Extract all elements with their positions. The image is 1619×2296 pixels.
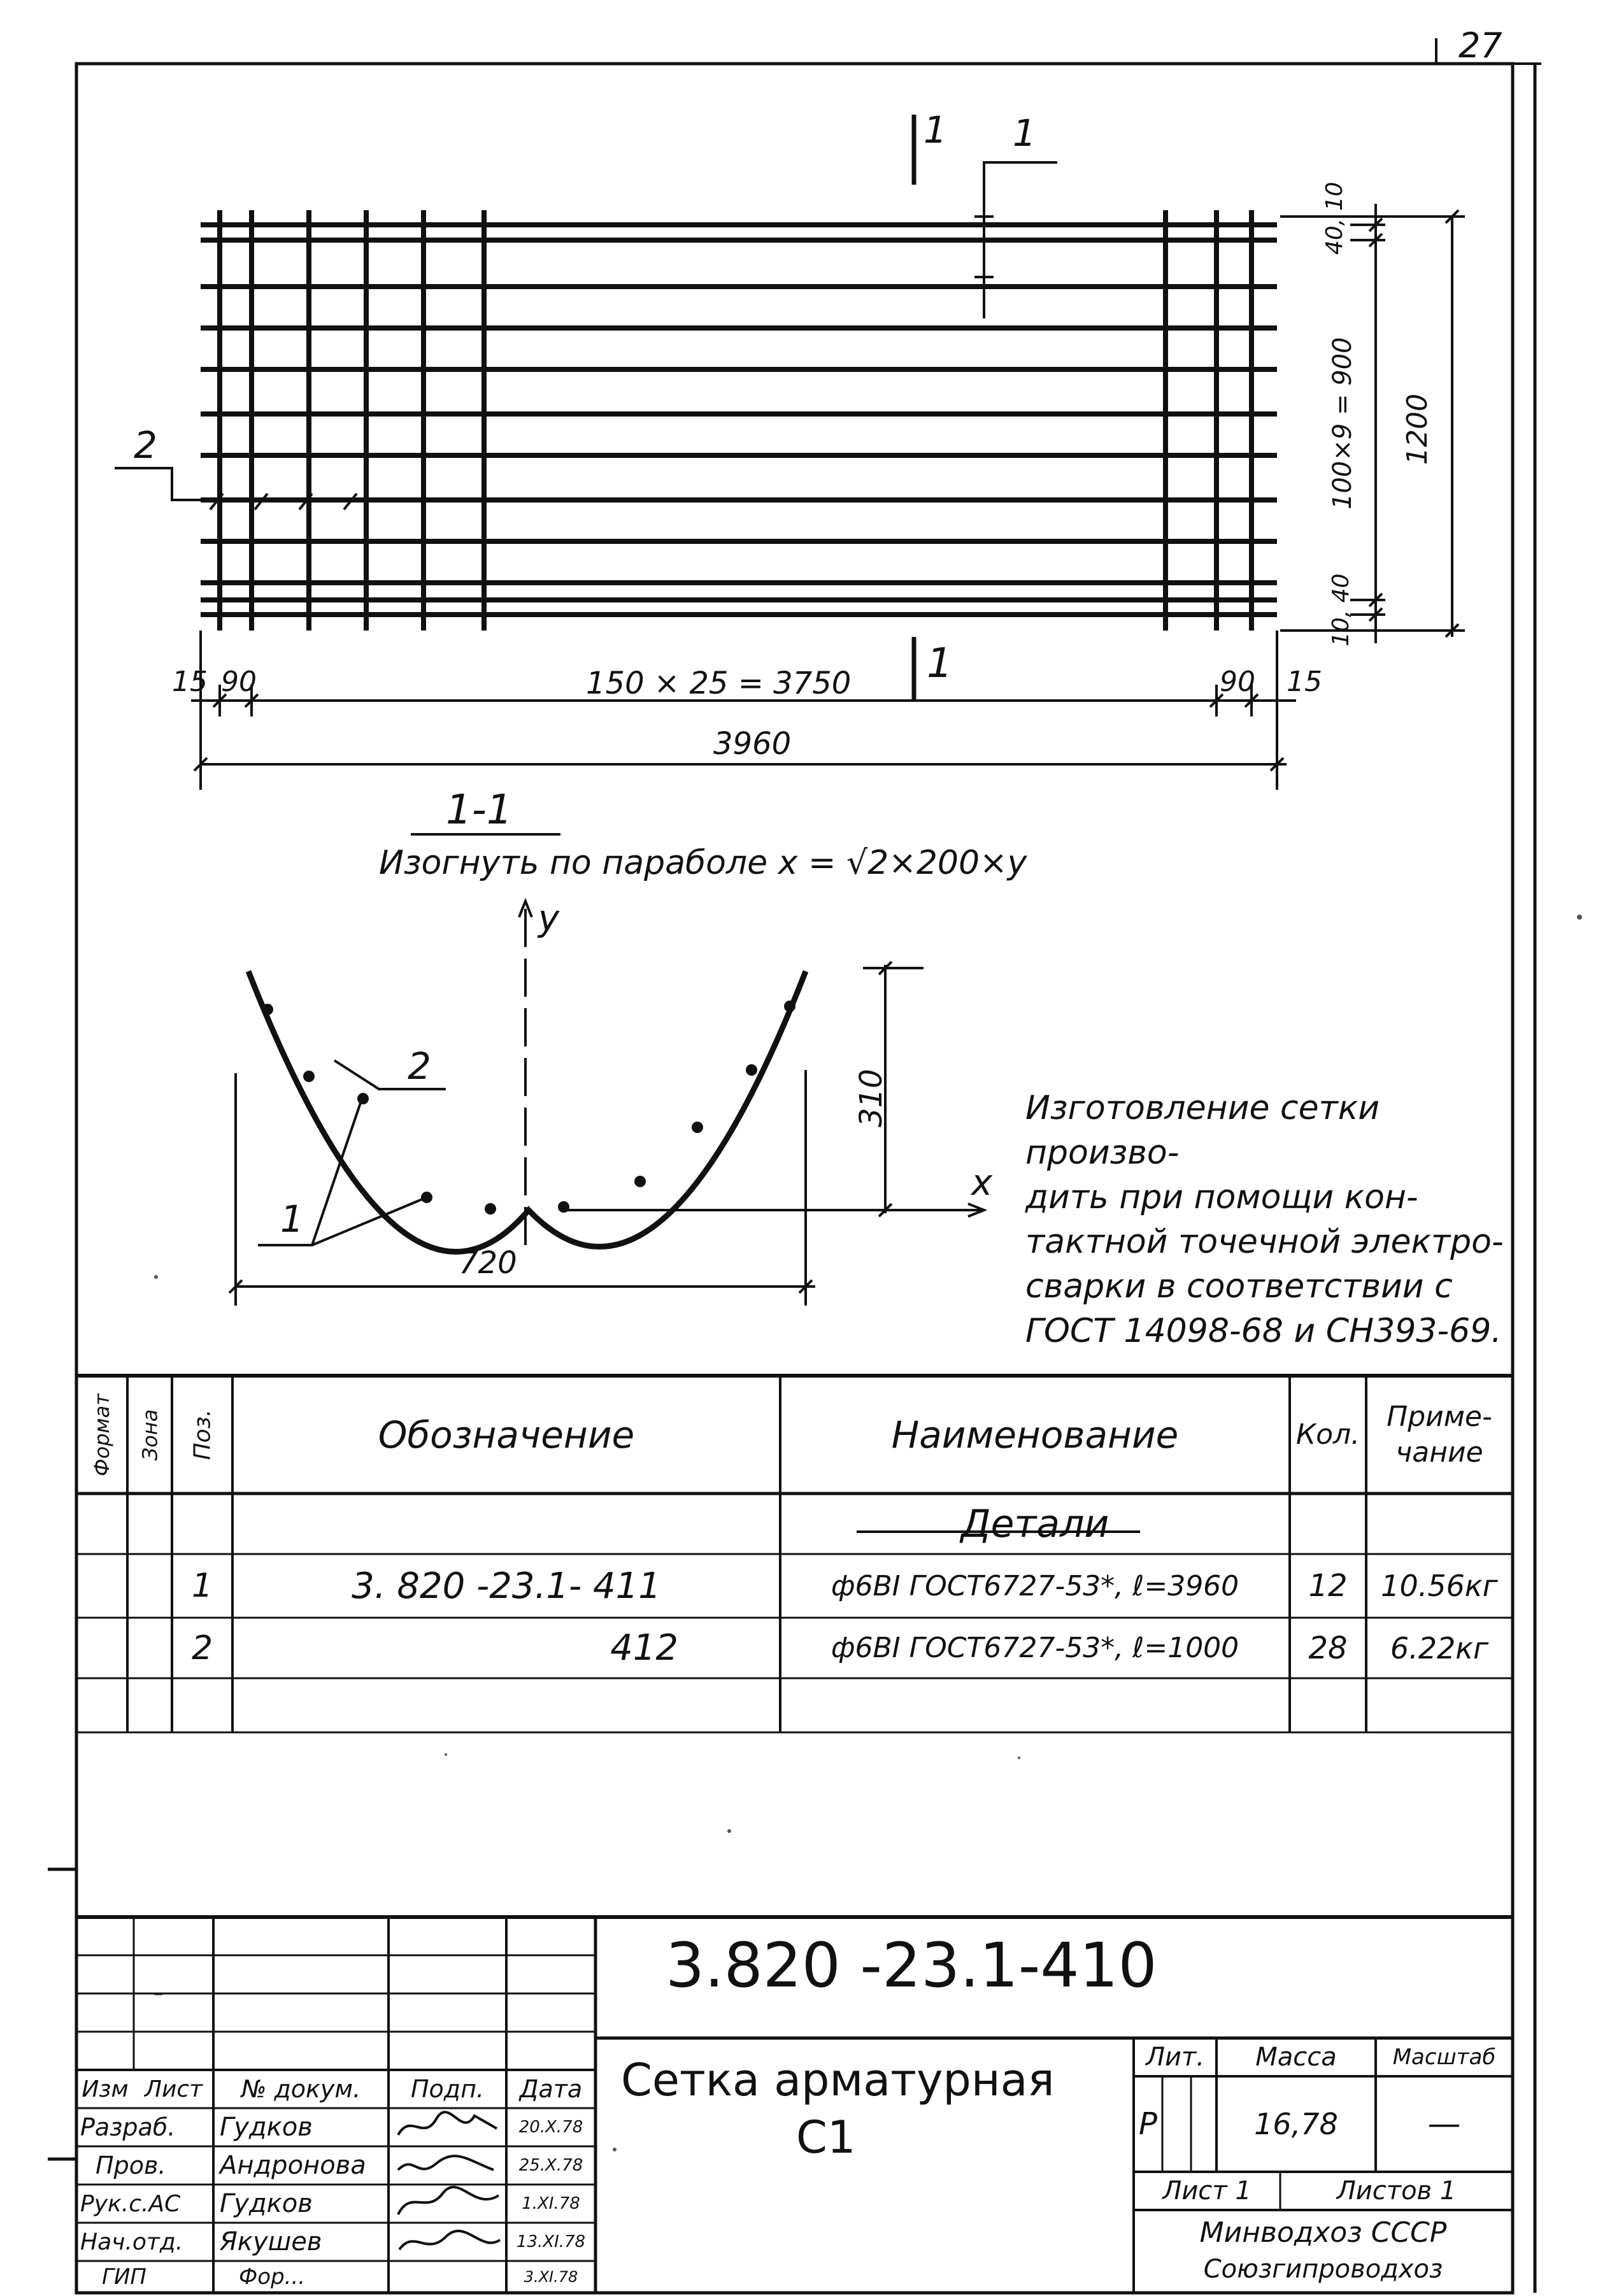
- dim-gap-right: 90: [1220, 666, 1255, 698]
- mass-value: 16,78: [1254, 2107, 1338, 2141]
- change-mark: -: [153, 1974, 164, 2010]
- hdr-name: Наименование: [891, 1413, 1179, 1457]
- col-izm: Изм: [82, 2076, 129, 2102]
- scale-label: Масштаб: [1392, 2044, 1496, 2070]
- date-razrab: 20.X.78: [518, 2118, 583, 2137]
- drawing-title-line1: Сетка арматурная: [621, 2054, 1055, 2106]
- dim-span: 150 × 25 = 3750: [586, 666, 852, 701]
- dim-section-height: 310: [853, 1069, 889, 1127]
- pos-label-2-plan: 2: [134, 424, 157, 467]
- note-line: сварки в соответствии с: [1025, 1267, 1453, 1306]
- hdr-note: Приме- чание: [1387, 1400, 1492, 1469]
- dim-v-mid: 100×9 = 900: [1328, 337, 1357, 510]
- note-line: Изготовление сетки произво-: [1025, 1089, 1380, 1172]
- row2-pos: 2: [191, 1629, 213, 1667]
- scale-value: —: [1427, 2105, 1461, 2143]
- pos-label-1-section: 1: [280, 1197, 304, 1241]
- sheet-number: Лист 1: [1162, 2176, 1252, 2206]
- hdr-format: Формат: [90, 1393, 115, 1476]
- dim-v-top: 40, 10: [1322, 182, 1348, 255]
- row1-name: ф6ВI ГОСТ6727-53*, ℓ=3960: [831, 1569, 1239, 1602]
- row2-note: 6.22кг: [1390, 1630, 1489, 1665]
- mesh-plan: [201, 210, 1277, 631]
- dim-edge-right: 15: [1287, 666, 1322, 698]
- name-ruk: Гудков: [220, 2189, 313, 2218]
- sheets-total: Листов 1: [1336, 2176, 1457, 2206]
- mesh-transverse-bars: [220, 210, 1252, 631]
- row2-designation: 412: [610, 1627, 678, 1669]
- dim-v-bottom: 10, 40: [1328, 573, 1354, 646]
- name-nach: Якушев: [220, 2227, 322, 2257]
- dim-gap-left: 90: [221, 666, 257, 698]
- role-ruk: Рук.с.АС: [80, 2190, 181, 2217]
- lit-value: Р: [1139, 2106, 1157, 2142]
- dim-overall: 3960: [713, 726, 792, 762]
- col-date: Дата: [519, 2075, 583, 2103]
- role-prov: Пров.: [96, 2151, 166, 2179]
- axis-x-label: x: [971, 1162, 993, 1204]
- cut-label-top: 1: [924, 108, 947, 152]
- col-sign: Подп.: [410, 2075, 485, 2103]
- spec-section-title: Детали: [960, 1501, 1109, 1546]
- organization-line1: Минводхоз СССР: [1199, 2216, 1447, 2249]
- date-ruk: 1.XI.78: [522, 2194, 580, 2213]
- role-gip: ГИП: [102, 2264, 146, 2290]
- row1-qty: 12: [1308, 1568, 1348, 1604]
- leader-pos-2-plan: [115, 468, 376, 500]
- col-list: Лист: [144, 2076, 203, 2102]
- name-prov: Андронова: [220, 2151, 366, 2180]
- pos-label-1-plan: 1: [1013, 111, 1036, 155]
- signature-razrab: [392, 2109, 503, 2145]
- dim-edge-left: 15: [172, 666, 208, 698]
- note-line: тактной точечной электро-: [1025, 1223, 1504, 1261]
- mass-label: Масса: [1255, 2043, 1337, 2072]
- row1-designation: 3. 820 -23.1- 411: [352, 1565, 661, 1607]
- page-number: 27: [1459, 25, 1502, 66]
- date-nach: 13.XI.78: [516, 2232, 586, 2251]
- axis-y-label: y: [538, 898, 560, 939]
- date-gip: 3.XI.78: [524, 2268, 578, 2286]
- signature-prov: [392, 2148, 503, 2183]
- mesh-longitudinal-bars: [201, 225, 1277, 615]
- note-line: ГОСТ 14098-68 и СН393-69.: [1025, 1312, 1502, 1350]
- cut-label-bottom: 1: [927, 640, 953, 687]
- organization-line2: Союзгипроводхоз: [1203, 2255, 1443, 2284]
- dim-v-total: 1200: [1401, 394, 1434, 465]
- row2-name: ф6ВI ГОСТ6727-53*, ℓ=1000: [831, 1632, 1239, 1664]
- lit-label: Лит.: [1145, 2043, 1205, 2072]
- dim-section-width: 720: [459, 1245, 517, 1281]
- row2-qty: 28: [1308, 1630, 1348, 1666]
- drawing-title-line2: С1: [796, 2111, 856, 2164]
- row1-note: 10.56кг: [1381, 1569, 1498, 1603]
- col-doc: № докум.: [241, 2075, 361, 2103]
- role-razrab: Разраб.: [80, 2113, 176, 2141]
- name-gip: Фор...: [239, 2264, 306, 2290]
- row1-pos: 1: [191, 1567, 213, 1605]
- hdr-zone: Зона: [138, 1409, 162, 1460]
- section-title: 1-1: [446, 787, 513, 834]
- date-prov: 25.X.78: [518, 2156, 583, 2175]
- note-line: дить при помощи кон-: [1025, 1178, 1418, 1216]
- pos-label-2-section: 2: [408, 1045, 431, 1088]
- signature-ruk: [392, 2186, 503, 2221]
- role-nach: Нач.отд.: [80, 2228, 183, 2255]
- name-razrab: Гудков: [220, 2113, 313, 2142]
- signature-nach: [392, 2224, 503, 2260]
- hdr-designation: Обозначение: [378, 1413, 635, 1457]
- doc-number: 3.820 -23.1-410: [666, 1930, 1157, 2001]
- bend-note: Изогнуть по параболе x = √2×200×y: [379, 844, 1027, 882]
- hdr-pos: Поз.: [189, 1409, 215, 1460]
- fabrication-note: [1025, 1086, 1522, 1353]
- hdr-qty: Кол.: [1295, 1418, 1360, 1451]
